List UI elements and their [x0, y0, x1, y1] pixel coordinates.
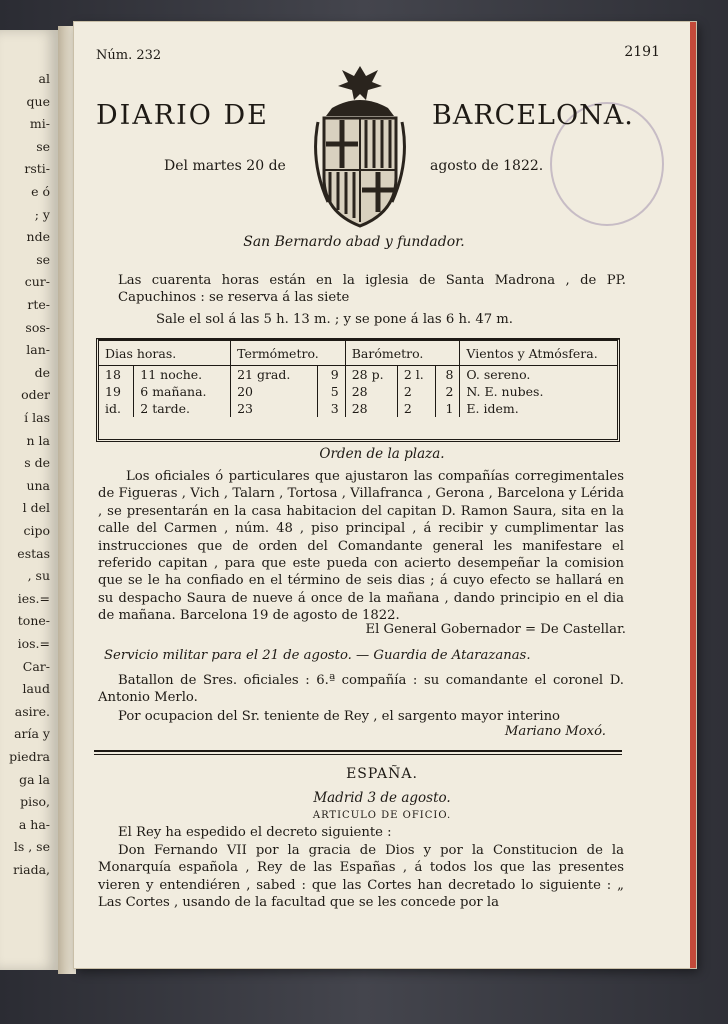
coat-of-arms-icon: [302, 62, 418, 230]
left-page-fragment: a ha-: [18, 816, 50, 832]
masthead-right: BARCELONA.: [432, 100, 634, 131]
orden-title: Orden de la plaza.: [319, 446, 445, 462]
dateline-madrid: Madrid 3 de agosto.: [313, 790, 451, 806]
articulo-heading: ARTICULO DE OFICIO.: [312, 810, 452, 821]
left-page-fragment: , su: [27, 568, 50, 584]
left-page-fragment: cipo: [23, 523, 50, 538]
weather-cell-baro_b: 2: [397, 383, 435, 400]
weather-cell-baro_c: 8: [436, 366, 460, 384]
weather-cell-wind: N. E. nubes.: [466, 384, 544, 399]
left-page-fragment: rsti-: [24, 161, 50, 177]
left-page-fragment: piso,: [20, 794, 50, 810]
left-page-fragment: estas: [17, 545, 50, 561]
sun-times: Sale el sol á las 5 h. 13 m. ; y se pone á las 6 h. 47 m.: [156, 312, 513, 327]
left-page-fragment: rte-: [27, 297, 50, 312]
divider: [94, 750, 622, 752]
military-service: Servicio militar para el 21 de agosto. — Guardia de Atarazanas.: [104, 648, 531, 663]
orden-text: Los oficiales ó particulares que ajustaron las compañías corregimentales de Figueras , Vich , Talarn , Tortosa , Villafranca , Gerona , Barcelona y Lérida , se presentarán en la casa habitacion del capitan D. Ramon Saura, sita en la calle del Carmen , núm. 48 , piso principal , á recibir y cumplimentar las instrucciones que de orden del Comandante general les manifestare el referido capitan , para que este pueda con acierto desempeñar la comision que se le ha confiado en el término de seis dias ; á cuyo efecto se hallará en su despacho Saura de nueve á once de la mañana , dando principio en el dia de mañana. Barcelona 19 de agosto de 1822.: [98, 469, 624, 624]
left-page-fragment: lan-: [26, 342, 50, 358]
date-left: Del martes 20 de: [164, 158, 286, 174]
weather-cell-hour: 6 mañana.: [134, 383, 231, 400]
left-page-fragment: de: [34, 364, 50, 380]
left-page-fragment: sos-: [25, 319, 50, 335]
weather-cell-hour: 2 tarde.: [134, 400, 231, 417]
left-page-fragment: l del: [22, 500, 50, 516]
masthead-left: DIARIO DE: [96, 100, 269, 131]
weather-cell-day: 19: [99, 383, 134, 400]
decree-intro: El Rey ha espedido el decreto siguiente :: [118, 825, 392, 840]
weather-cell-thermo: 20: [231, 383, 318, 400]
left-page-fragment: al: [38, 71, 50, 86]
weather-cell-thermo: 21 grad.: [231, 366, 318, 384]
weather-cell-baro: 28 p.: [345, 366, 397, 384]
left-page-fragment: se: [36, 251, 50, 267]
divider: [94, 754, 622, 755]
left-page-fragment: se: [36, 138, 50, 154]
page-number: 2191: [624, 44, 660, 60]
weather-table: [96, 338, 620, 442]
weather-cell-baro_b: 2: [397, 400, 435, 417]
left-page-fragment: riada,: [13, 862, 50, 877]
left-page-fragment: ios.=: [17, 636, 50, 651]
weather-cell-thermo_b: 9: [318, 366, 346, 384]
date-right: agosto de 1822.: [430, 158, 544, 174]
col-thermometer: Termómetro.: [231, 341, 346, 366]
weather-cell-baro: 28: [345, 400, 397, 417]
left-page-fragment: Car-: [22, 658, 50, 674]
weather-cell-wind: E. idem.: [466, 401, 519, 416]
left-page-fragment: piedra: [9, 749, 50, 764]
weather-cell-wind: O. sereno.: [466, 367, 531, 382]
occupation-signature: Mariano Moxó.: [504, 724, 606, 739]
weather-row: [99, 400, 617, 417]
left-page-fragment: oder: [21, 387, 50, 403]
left-page-fragment: aría y: [14, 726, 50, 742]
weather-cell-baro_c: 1: [436, 400, 460, 417]
weather-cell-day: id.: [99, 400, 134, 417]
col-wind: Vientos y Atmósfera.: [460, 341, 617, 366]
weather-cell-thermo_b: 5: [318, 383, 346, 400]
weather-cell-thermo_b: 3: [318, 400, 346, 417]
weather-cell-day: 18: [99, 366, 134, 384]
weather-cell-baro_c: 2: [436, 383, 460, 400]
issue-number: Núm. 232: [96, 48, 162, 63]
col-barometer: Barómetro.: [345, 341, 460, 366]
battalion-text: Batallon de Sres. oficiales : 6.ª compañía : su comandante el coronel D. Antonio Merlo.: [98, 673, 624, 706]
left-page-fragment: s de: [24, 455, 50, 471]
left-page-fragment: asire.: [14, 703, 50, 719]
weather-row: [99, 383, 617, 400]
left-page-fragment: que: [26, 93, 50, 109]
col-days: Dias horas.: [99, 341, 231, 366]
left-page-fragment: mi-: [29, 116, 50, 132]
decree-text: Don Fernando VII por la gracia de Dios y por la Constitucion de la Monarquía española , Rey de las Españas , á todos los que las presentes vieren y entendiéren , sabed : que las Cortes han decretado lo siguiente : „ Las Cortes , usando de la facultad que se les concede por la: [98, 843, 624, 911]
left-page-fragment: ; y: [34, 206, 50, 222]
section-espana: ESPAÑA.: [346, 766, 418, 782]
left-page-fragment: nde: [26, 229, 50, 245]
weather-row: [99, 366, 617, 384]
left-page-fragment: e ó: [31, 184, 50, 199]
left-page-fragment: n la: [26, 432, 50, 448]
occupation-text: Por ocupacion del Sr. teniente de Rey , el sargento mayor interino: [118, 709, 560, 724]
left-page-fragment: í las: [24, 410, 50, 425]
newspaper-page: [74, 22, 696, 968]
weather-cell-hour: 11 noche.: [134, 366, 231, 384]
weather-cell-baro: 28: [345, 383, 397, 400]
left-page-fragment: ies.=: [17, 590, 50, 606]
left-page-fragment: ga la: [19, 771, 50, 787]
orden-signature: El General Gobernador = De Castellar.: [365, 622, 626, 637]
left-page: [0, 30, 60, 970]
left-page-fragment: laud: [22, 681, 50, 697]
left-page-fragment: cur-: [24, 274, 50, 290]
weather-cell-baro_b: 2 l.: [397, 366, 435, 384]
left-page-fragment: una: [26, 477, 50, 493]
left-page-fragment: tone-: [17, 613, 50, 629]
saint-of-day: San Bernardo abad y fundador.: [243, 234, 465, 250]
left-page-fragment: ls , se: [13, 839, 50, 855]
weather-cell-thermo: 23: [231, 400, 318, 417]
hours-notice: Las cuarenta horas están en la iglesia de Santa Madrona , de PP. Capuchinos : se reserva á las siete: [118, 273, 626, 306]
